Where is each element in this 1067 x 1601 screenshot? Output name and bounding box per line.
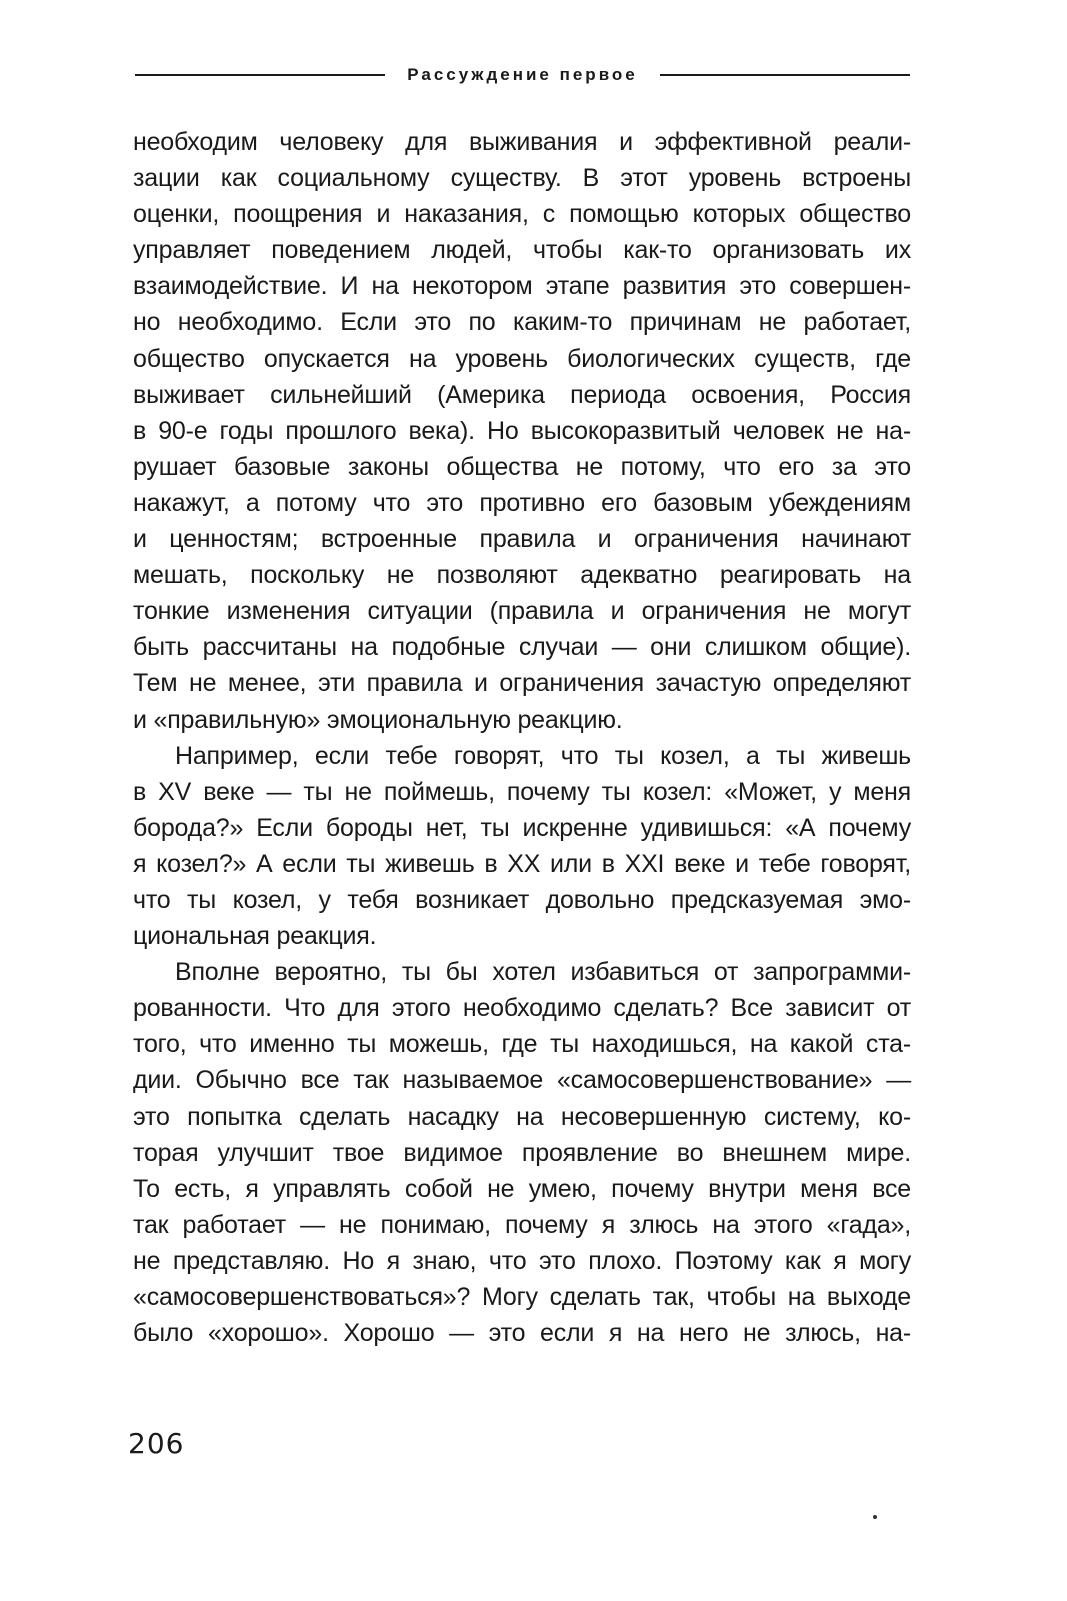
text-line: в 90-е годы прошлого века). Но высокоразвитый человек не на-: [133, 416, 911, 445]
running-head-rule-left: [135, 74, 385, 76]
text-line: не представляю. Но я знаю, что это плохо. Поэтому как я могу: [133, 1246, 911, 1275]
text-line: и ценностям; встроенные правила и ограничения начинают: [133, 525, 911, 554]
running-head-title: Рассуждение первое: [407, 65, 638, 84]
text-line: циональная реакция.: [133, 922, 377, 951]
print-speck: [873, 1515, 877, 1519]
text-line: общество опускается на уровень биологических существ, где: [133, 344, 911, 373]
text-line: торая улучшит твое видимое проявление во внешнем мире.: [133, 1138, 911, 1167]
text-line: было «хорошо». Хорошо — это если я на него не злюсь, на-: [133, 1319, 911, 1348]
text-line: так работает — не понимаю, почему я злюсь на этого «гада»,: [133, 1210, 911, 1239]
text-line: управляет поведением людей, чтобы как-то организовать их: [133, 236, 911, 265]
paragraph: [133, 954, 911, 1351]
text-line: То есть, я управлять собой не умею, почему внутри меня все: [133, 1174, 911, 1203]
text-line: зации как социальному существу. В этот уровень встроены: [133, 164, 911, 193]
running-head-rule-right: [660, 74, 910, 76]
text-line: Например, если тебе говорят, что ты козел, а ты живешь: [175, 741, 911, 770]
text-line: того, что именно ты можешь, где ты находишься, на какой ста-: [133, 1030, 911, 1059]
text-line: выживает сильнейший (Америка периода освоения, Россия: [133, 380, 911, 409]
text-line: необходим человеку для выживания и эффективной реали-: [133, 128, 911, 156]
text-line: Вполне вероятно, ты бы хотел избавиться от запрограмми-: [175, 958, 911, 987]
text-line: это попытка сделать насадку на несовершенную систему, ко-: [133, 1102, 911, 1131]
text-line: мешать, поскольку не позволяют адекватно реагировать на: [133, 561, 911, 590]
text-line: что ты козел, у тебя возникает довольно предсказуемая эмо-: [133, 885, 911, 914]
text-line: борода?» Если бороды нет, ты искренне удивишься: «А почему: [133, 813, 911, 842]
paragraph: [133, 738, 911, 955]
running-head: [135, 62, 910, 88]
text-line: Тем не менее, эти правила и ограничения зачастую определяют: [133, 669, 911, 698]
body-text: [133, 124, 911, 1351]
text-line: быть рассчитаны на подобные случаи — они слишком общие).: [133, 633, 911, 662]
text-line: рованности. Что для этого необходимо сделать? Все зависит от: [133, 994, 911, 1023]
text-line: дии. Обычно все так называемое «самосовершенствование» —: [133, 1066, 911, 1095]
text-line: «самосовершенствоваться»? Могу сделать так, чтобы на выходе: [133, 1283, 911, 1311]
text-line: тонкие изменения ситуации (правила и ограничения не могут: [133, 597, 911, 626]
text-line: но необходимо. Если это по каким-то причинам не работает,: [133, 308, 911, 337]
text-line: в XV веке — ты не поймешь, почему ты козел: «Может, у меня: [133, 777, 911, 806]
text-line: оценки, поощрения и наказания, с помощью которых общество: [133, 200, 911, 229]
text-line: взаимодействие. И на некотором этапе развития это совершен-: [133, 272, 911, 301]
text-line: я козел?» А если ты живешь в XX или в XXI веке и тебе говорят,: [133, 849, 911, 878]
text-line: рушает базовые законы общества не потому, что его за это: [133, 452, 911, 481]
page-number: 206: [128, 1427, 185, 1460]
text-line: накажут, а потому что это противно его базовым убеждениям: [133, 488, 911, 517]
text-line: и «правильную» эмоциональную реакцию.: [133, 705, 623, 734]
paragraph: [133, 124, 911, 738]
